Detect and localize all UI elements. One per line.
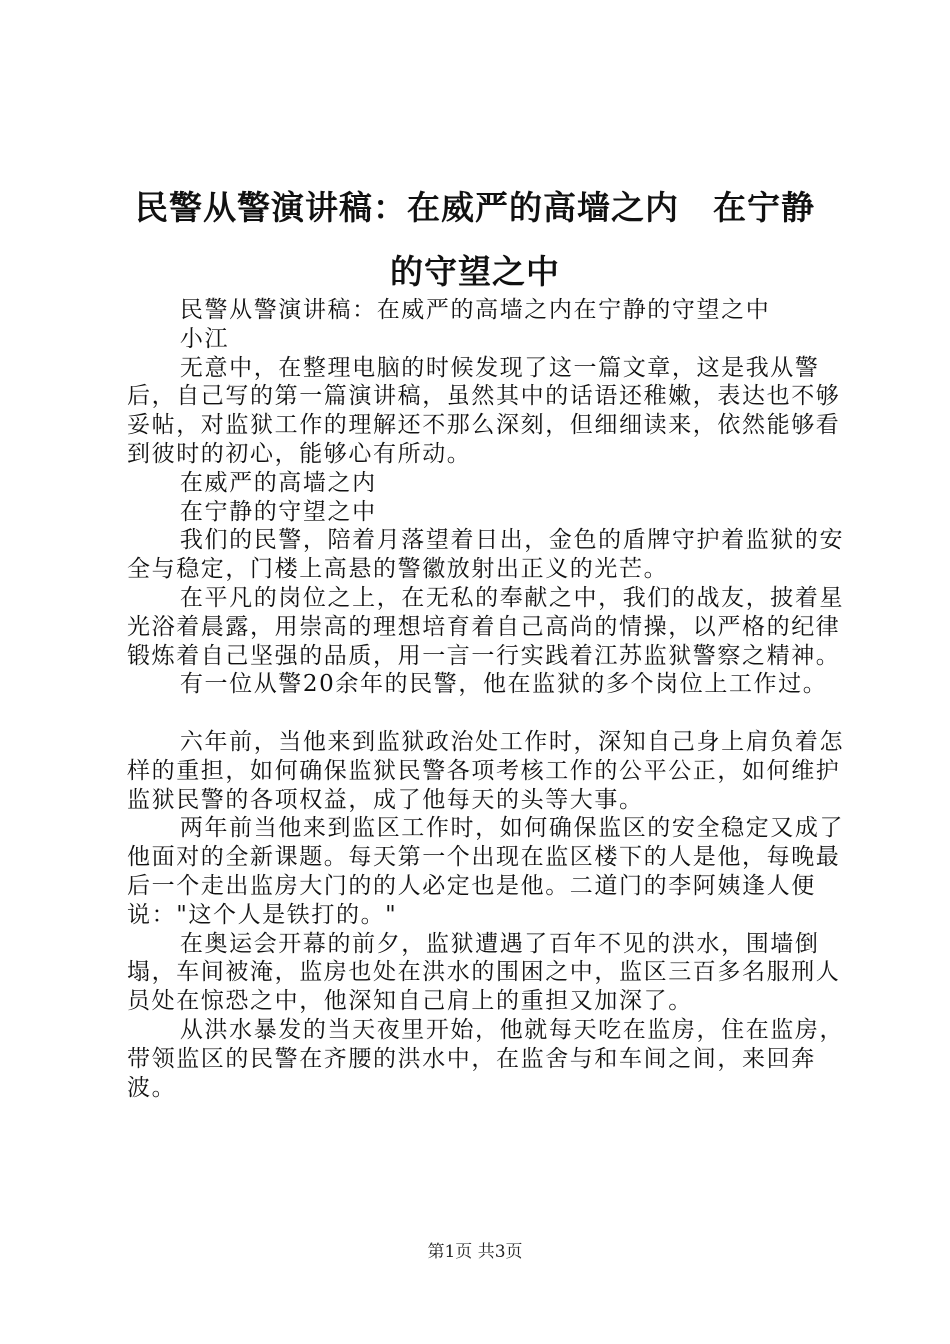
body-paragraph: 在平凡的岗位之上，在无私的奉献之中，我们的战友，披着星光浴着晨露，用崇高的理想培育着自己高尚的情操，以严格的纪律锻炼着自己坚强的品质，用一言一行实践着江苏监狱警察之精神。: [127, 584, 845, 669]
body-paragraph: 从洪水暴发的当天夜里开始，他就每天吃在监房，住在监房，带领监区的民警在齐腰的洪水中，在监舍与和车间之间，来回奔波。: [127, 1016, 845, 1101]
body-paragraph: 六年前，当他来到监狱政治处工作时，深知自己身上肩负着怎样的重担，如何确保监狱民警各项考核工作的公平公正，如何维护监狱民警的各项权益，成了他每天的头等大事。: [127, 728, 845, 813]
title-line-2: 的守望之中: [390, 252, 560, 291]
section-heading: 在宁静的守望之中: [179, 498, 377, 525]
author-name: 小江: [179, 325, 230, 352]
body-paragraph: 两年前当他来到监区工作时，如何确保监区的安全稳定又成了他面对的全新课题。每天第一个出现在监区楼下的人是他，每晚最后一个走出监房大门的的人必定也是他。二道门的李阿姨逢人便说："这个人是铁打的。": [127, 815, 845, 928]
body-paragraph: 在奥运会开幕的前夕，监狱遭遇了百年不见的洪水，围墙倒塌，车间被淹，监房也处在洪水的围困之中，监区三百多名服刑人员处在惊恐之中，他深知自己肩上的重担又加深了。: [127, 930, 841, 1015]
title-line-1: 民警从警演讲稿：在威严的高墙之内 在宁静: [135, 188, 815, 227]
document-title: [100, 176, 850, 304]
paragraph-gap: [127, 699, 847, 728]
section-heading: 在威严的高墙之内: [179, 469, 377, 496]
document-body: [127, 296, 847, 1102]
body-paragraph: 我们的民警，陪着月落望着日出，金色的盾牌守护着监狱的安全与稳定，门楼上高悬的警徽放射出正义的光芒。: [127, 527, 845, 583]
page-footer: 第1页 共3页: [427, 1242, 523, 1262]
body-paragraph: 有一位从警20余年的民警，他在监狱的多个岗位上工作过。: [179, 671, 828, 698]
subtitle-paragraph: 民警从警演讲稿：在威严的高墙之内在宁静的守望之中: [179, 297, 771, 323]
body-paragraph: 无意中，在整理电脑的时候发现了这一篇文章，这是我从警后，自己写的第一篇演讲稿，虽然其中的话语还稚嫩，表达也不够妥帖，对监狱工作的理解还不那么深刻，但细细读来，依然能够看到彼时的初心，能够心有所动。: [127, 354, 841, 467]
